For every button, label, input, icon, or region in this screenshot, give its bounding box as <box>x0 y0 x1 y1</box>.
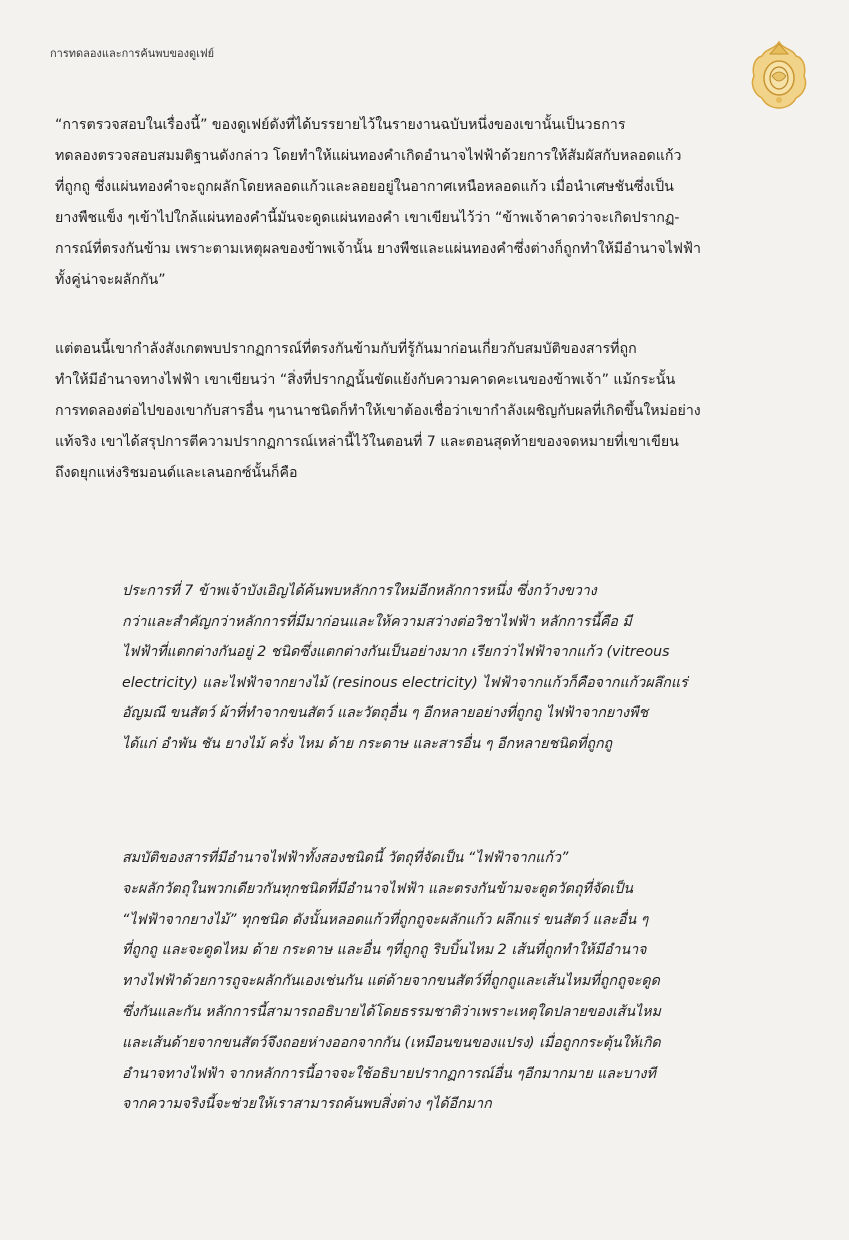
text-line: การณ์ที่ตรงกันข้าม เพราะตามเหตุผลของข้าพเจ้านั้น ยางพืชและแผ่นทองคำซึ่งต่างก็ถูกทำให้มีอำนาจไฟฟ้า <box>55 241 701 257</box>
text-line: สมบัติของสารที่มีอำนาจไฟฟ้าทั้งสองชนิดนี้ วัตถุที่จัดเป็น “ไฟฟ้าจากแก้ว” <box>122 850 569 866</box>
text-line: การทดลองต่อไปของเขากับสารอื่น ๆนานาชนิดก็ทำให้เขาต้องเชื่อว่าเขากำลังเผชิญกับผลที่เกิดขึ้นใหม่อย่าง <box>55 403 701 419</box>
quote-line: ประการที่ 7 ข้าพเจ้าบังเอิญได้ค้นพบหลักการใหม่อีกหลักการหนึ่ง ซึ่งกว้างขวาง <box>122 583 597 599</box>
text-line: จะผลักวัตถุในพวกเดียวกันทุกชนิดที่มีอำนาจไฟฟ้า และตรงกันข้ามจะดูดวัตถุที่จัดเป็น <box>122 880 633 897</box>
text-line: ทั้งคู่น่าจะผลักกัน” <box>55 272 166 288</box>
quote-line: ได้แก่ อำพัน ชัน ยางไม้ ครั่ง ไหม ด้าย กระดาษ และสารอื่น ๆ อีกหลายชนิดที่ถูกถู <box>122 735 613 752</box>
text-line: จากความจริงนี้จะช่วยให้เราสามารถค้นพบสิ่งต่าง ๆได้อีกมาก <box>122 1096 492 1113</box>
text-line: ทดลองตรวจสอบสมมติฐานดังกล่าว โดยทำให้แผ่นทองคำเกิดอำนาจไฟฟ้าด้วยการให้สัมผัสกับหลอดแก้ว <box>55 148 682 164</box>
text-line: “ไฟฟ้าจากยางไม้” ทุกชนิด ดังนั้นหลอดแก้วที่ถูกถูจะผลักแก้ว ผลึกแร่ ขนสัตว์ และอื่น ๆ <box>122 911 649 928</box>
text-line: ยางพืชแข็ง ๆเข้าไปใกล้แผ่นทองคำนี้มันจะดูดแผ่นทองคำ เขาเขียนไว้ว่า “ข้าพเจ้าคาดว่าจะเกิดปรากฏ- <box>55 210 680 226</box>
text-line: ซึ่งกันและกัน หลักการนี้สามารถอธิบายได้โดยธรรมชาติว่าเพราะเหตุใดปลายของเส้นไหม <box>122 1003 661 1020</box>
text-line: อำนาจทางไฟฟ้า จากหลักการนี้อาจจะใช้อธิบายปรากฏการณ์อื่น ๆอีกมากมาย และบางที <box>122 1065 656 1082</box>
paragraph-3 <box>122 843 661 1120</box>
quote-line: อัญมณี ขนสัตว์ ผ้าที่ทำจากขนสัตว์ และวัตถุอื่น ๆ อีกหลายอย่างที่ถูกถู ไฟฟ้าจากยางพืช <box>122 705 649 721</box>
quote-line: electricity) และไฟฟ้าจากยางไม้ (resinous electricity) ไฟฟ้าจากแก้วก็คือจากแก้วผลึกแร่ <box>122 674 688 691</box>
quote-line: ไฟฟ้าที่แตกต่างกันอยู่ 2 ชนิดซึ่งแตกต่างกันเป็นอย่างมาก เรียกว่าไฟฟ้าจากแก้ว (vitreous <box>122 644 670 660</box>
running-header: การทดลองและการค้นพบของดูเฟย์ <box>50 47 215 60</box>
quote-line: กว่าและสำคัญกว่าหลักการที่มีมาก่อนและให้ความสว่างต่อวิชาไฟฟ้า หลักการนี้คือ มี <box>122 613 632 630</box>
text-line: ทำให้มีอำนาจทางไฟฟ้า เขาเขียนว่า “สิ่งที่ปรากฏนั้นขัดแย้งกับความคาดคะเนของข้าพเจ้า” แม้กระนั้น <box>55 372 676 388</box>
paragraph-2 <box>55 334 701 489</box>
emblem-seal-icon <box>748 40 810 110</box>
paragraph-1 <box>55 110 701 296</box>
text-line: และเส้นด้ายจากขนสัตว์จึงถอยห่างออกจากกัน (เหมือนขนของแปรง) เมื่อถูกกระตุ้นให้เกิด <box>122 1034 661 1051</box>
text-line: “การตรวจสอบในเรื่องนี้” ของดูเฟย์ดังที่ได้บรรยายไว้ในรายงานฉบับหนึ่งของเขานั้นเป็นวธการ <box>55 117 626 133</box>
text-line: ถึงดยุกแห่งริชมอนด์และเลนอกซ์นั้นก็คือ <box>55 465 298 481</box>
text-line: แต่ตอนนี้เขากำลังสังเกตพบปรากฏการณ์ที่ตรงกันข้ามกับที่รู้กันมาก่อนเกี่ยวกับสมบัติของสารที่ถูก <box>55 341 637 357</box>
text-line: แท้จริง เขาได้สรุปการตีความปรากฏการณ์เหล่านี้ไว้ในตอนที่ 7 และตอนสุดท้ายของจดหมายที่เขาเขียน <box>55 434 679 450</box>
text-line: ที่ถูกถู และจะดูดไหม ด้าย กระดาษ และอื่น ๆที่ถูกถู ริบบิ้นไหม 2 เส้นที่ถูกทำให้มีอำนาจ <box>122 942 647 959</box>
text-line: ที่ถูกถู ซึ่งแผ่นทองคำจะถูกผลักโดยหลอดแก้วและลอยอยู่ในอากาศเหนือหลอดแก้ว เมื่อนำเศษชันซึ่งเป็น <box>55 179 674 195</box>
block-quote <box>122 576 688 759</box>
text-line: ทางไฟฟ้าด้วยการถูจะผลักกันเองเช่นกัน แต่ด้ายจากขนสัตว์ที่ถูกถูและเส้นไหมที่ถูกถูจะดูด <box>122 973 660 990</box>
